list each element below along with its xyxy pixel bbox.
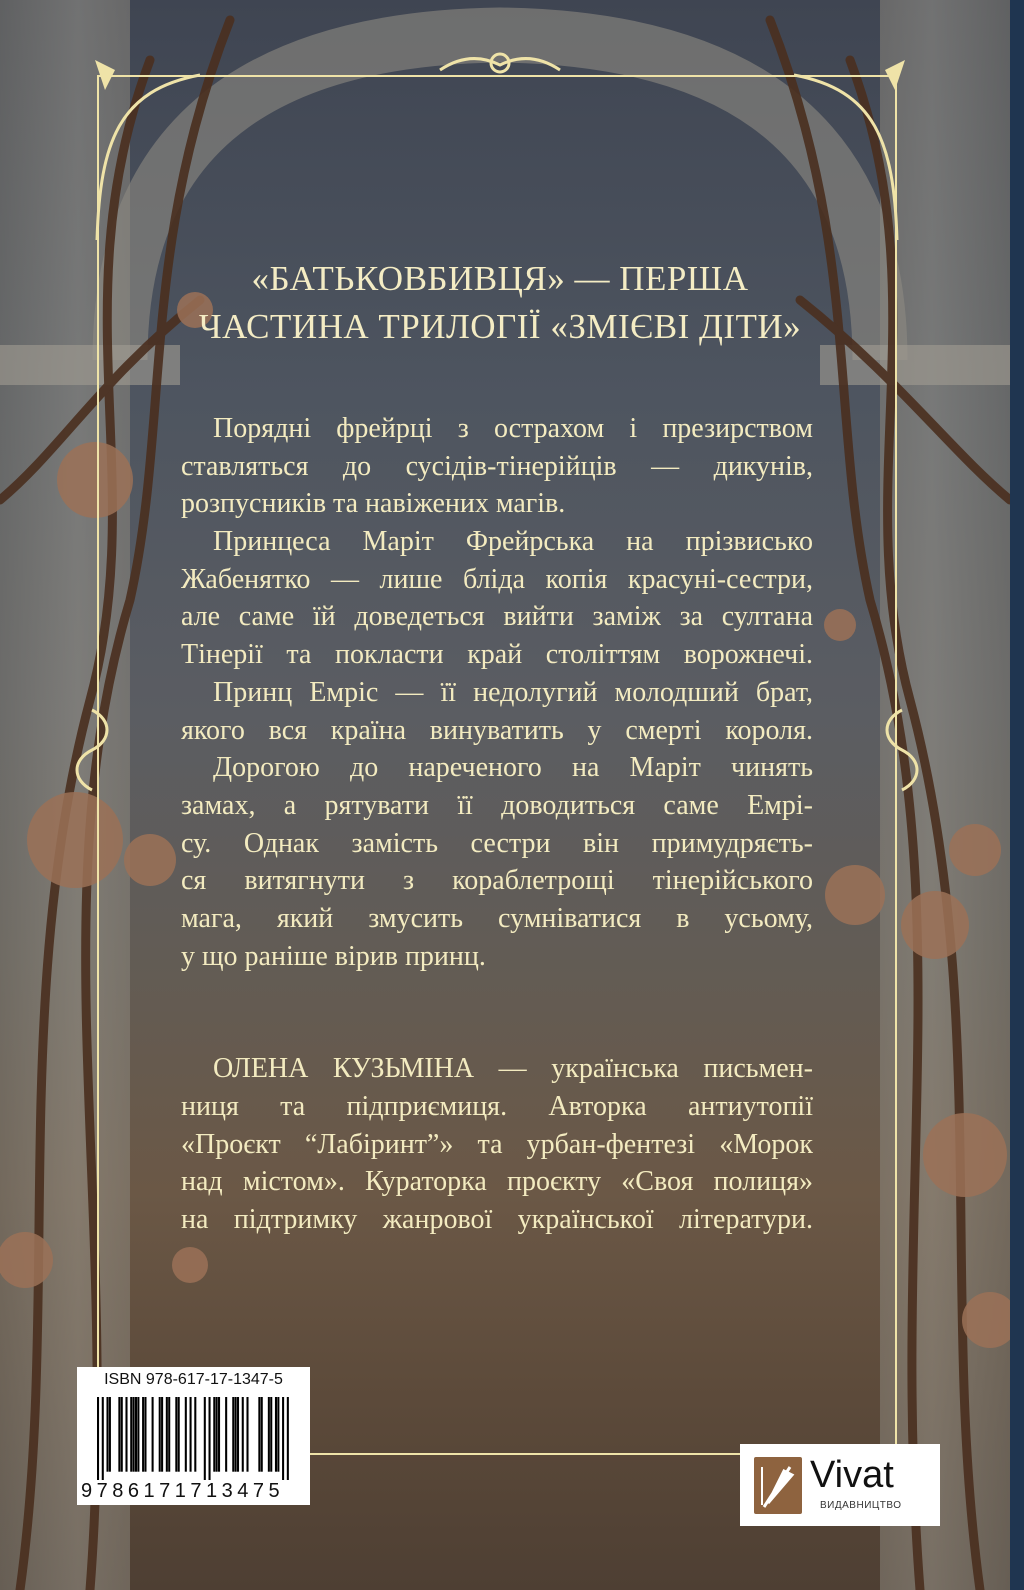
spine-edge	[1010, 0, 1024, 1590]
synopsis-line: су. Однак замість сестри він примудряєть-	[181, 827, 813, 859]
synopsis-line: Порядні фрейрці з острахом і презирством	[213, 413, 813, 444]
barcode-bar	[287, 1397, 289, 1480]
feather-icon	[754, 1457, 802, 1514]
author-bio-line: над містом». Кураторка проєкту «Своя полиця»	[181, 1166, 813, 1198]
barcode-bar	[282, 1397, 284, 1480]
barcode-bar	[235, 1397, 237, 1472]
barcode-bar	[246, 1397, 248, 1472]
author-bio-line: ниця та підприємиця. Авторка антиутопії	[181, 1091, 813, 1122]
barcode-bar	[209, 1397, 211, 1480]
barcode-bar	[277, 1397, 279, 1472]
barcode-bar	[161, 1397, 163, 1472]
author-bio-line: на підтримку жанрової української літератури.	[181, 1204, 813, 1236]
synopsis-line: Тінерії та покласти край століттям ворожнечі.	[181, 639, 813, 671]
barcode-bar	[178, 1397, 180, 1472]
barcode-bar	[125, 1397, 127, 1472]
barcode-bar	[242, 1397, 244, 1472]
heading-line: «БАТЬКОВБИВЦЯ» — ПЕРША	[251, 259, 749, 298]
barcode-bar	[142, 1397, 144, 1472]
barcode-bar	[102, 1397, 104, 1480]
barcode-bar	[268, 1397, 270, 1472]
barcode-bar	[185, 1397, 187, 1472]
synopsis-text	[181, 410, 813, 1239]
barcode-bar	[237, 1397, 239, 1472]
barcode-bar	[216, 1397, 218, 1472]
synopsis-line: замах, а рятувати її доводиться саме Емрі-	[181, 789, 813, 821]
barcode-bar	[166, 1397, 168, 1472]
barcode-bar	[194, 1397, 196, 1472]
synopsis-line: у що раніше вірив принц.	[181, 940, 486, 972]
isbn-label: ISBN 978-617-17-1347-5	[104, 1371, 283, 1388]
barcode-bar	[144, 1397, 146, 1472]
synopsis-line: Жабенятко — лише бліда копія красуні-сестри,	[181, 563, 813, 595]
synopsis-line: мага, який змусить сумніватися в усьому,	[181, 902, 813, 934]
barcode-bar	[130, 1397, 132, 1472]
barcode-bar	[270, 1397, 272, 1472]
barcode-bar	[175, 1397, 177, 1472]
synopsis-line: ся витягнути з кораблетрощі тінерійського	[181, 865, 813, 897]
publisher-logo	[740, 1444, 940, 1526]
synopsis-line: Принцеса Маріт Фрейрська на прізвисько	[213, 526, 813, 558]
barcode-bar	[133, 1397, 135, 1472]
barcode-bar	[135, 1397, 137, 1472]
author-bio-line: ОЛЕНА КУЗЬМІНА — українська письмен-	[213, 1053, 813, 1085]
barcode-bar	[190, 1397, 192, 1472]
barcode-bar	[118, 1397, 120, 1472]
synopsis-line: якого вся країна винуватить у смерті короля.	[181, 714, 813, 746]
series-heading	[120, 255, 880, 351]
barcode-digits: 9786171713475	[81, 1480, 285, 1502]
synopsis-line: Дорогою до нареченого на Маріт чинять	[213, 752, 813, 784]
barcode-bar	[152, 1397, 154, 1472]
barcode-bars	[97, 1397, 293, 1480]
synopsis-line: ставляться до сусідів-тінерійців — дикунів,	[181, 450, 813, 482]
barcode-bar	[232, 1397, 234, 1472]
barcode-bar	[97, 1397, 99, 1480]
barcode-bar	[168, 1397, 170, 1472]
synopsis-line: розпусників та навіжених магів.	[181, 488, 566, 520]
publisher-name: Vivat	[810, 1454, 894, 1496]
barcode-bar	[258, 1397, 260, 1472]
heading-line: ЧАСТИНА ТРИЛОГІЇ «ЗМІЄВІ ДІТИ»	[198, 307, 802, 346]
synopsis-line: Принц Емріс — її недолугий молодший брат,	[213, 676, 813, 708]
author-bio-line: «Проєкт “Лабіринт”» та урбан-фентезі «Морок	[181, 1128, 813, 1160]
barcode-bar	[159, 1397, 161, 1472]
barcode-bar	[218, 1397, 220, 1472]
barcode-bar	[109, 1397, 111, 1472]
barcode-bar	[275, 1397, 277, 1472]
barcode-bar	[106, 1397, 108, 1472]
isbn-barcode	[77, 1367, 310, 1505]
barcode-bar	[261, 1397, 263, 1472]
publisher-subtitle: ВИДАВНИЦТВО	[820, 1500, 902, 1511]
barcode-bar	[225, 1397, 227, 1472]
synopsis-line: але саме їй доведеться вийти заміж за султана	[181, 601, 813, 633]
barcode-bar	[213, 1397, 215, 1472]
barcode-bar	[137, 1397, 139, 1472]
barcode-bar	[204, 1397, 206, 1480]
barcode-bar	[121, 1397, 123, 1472]
